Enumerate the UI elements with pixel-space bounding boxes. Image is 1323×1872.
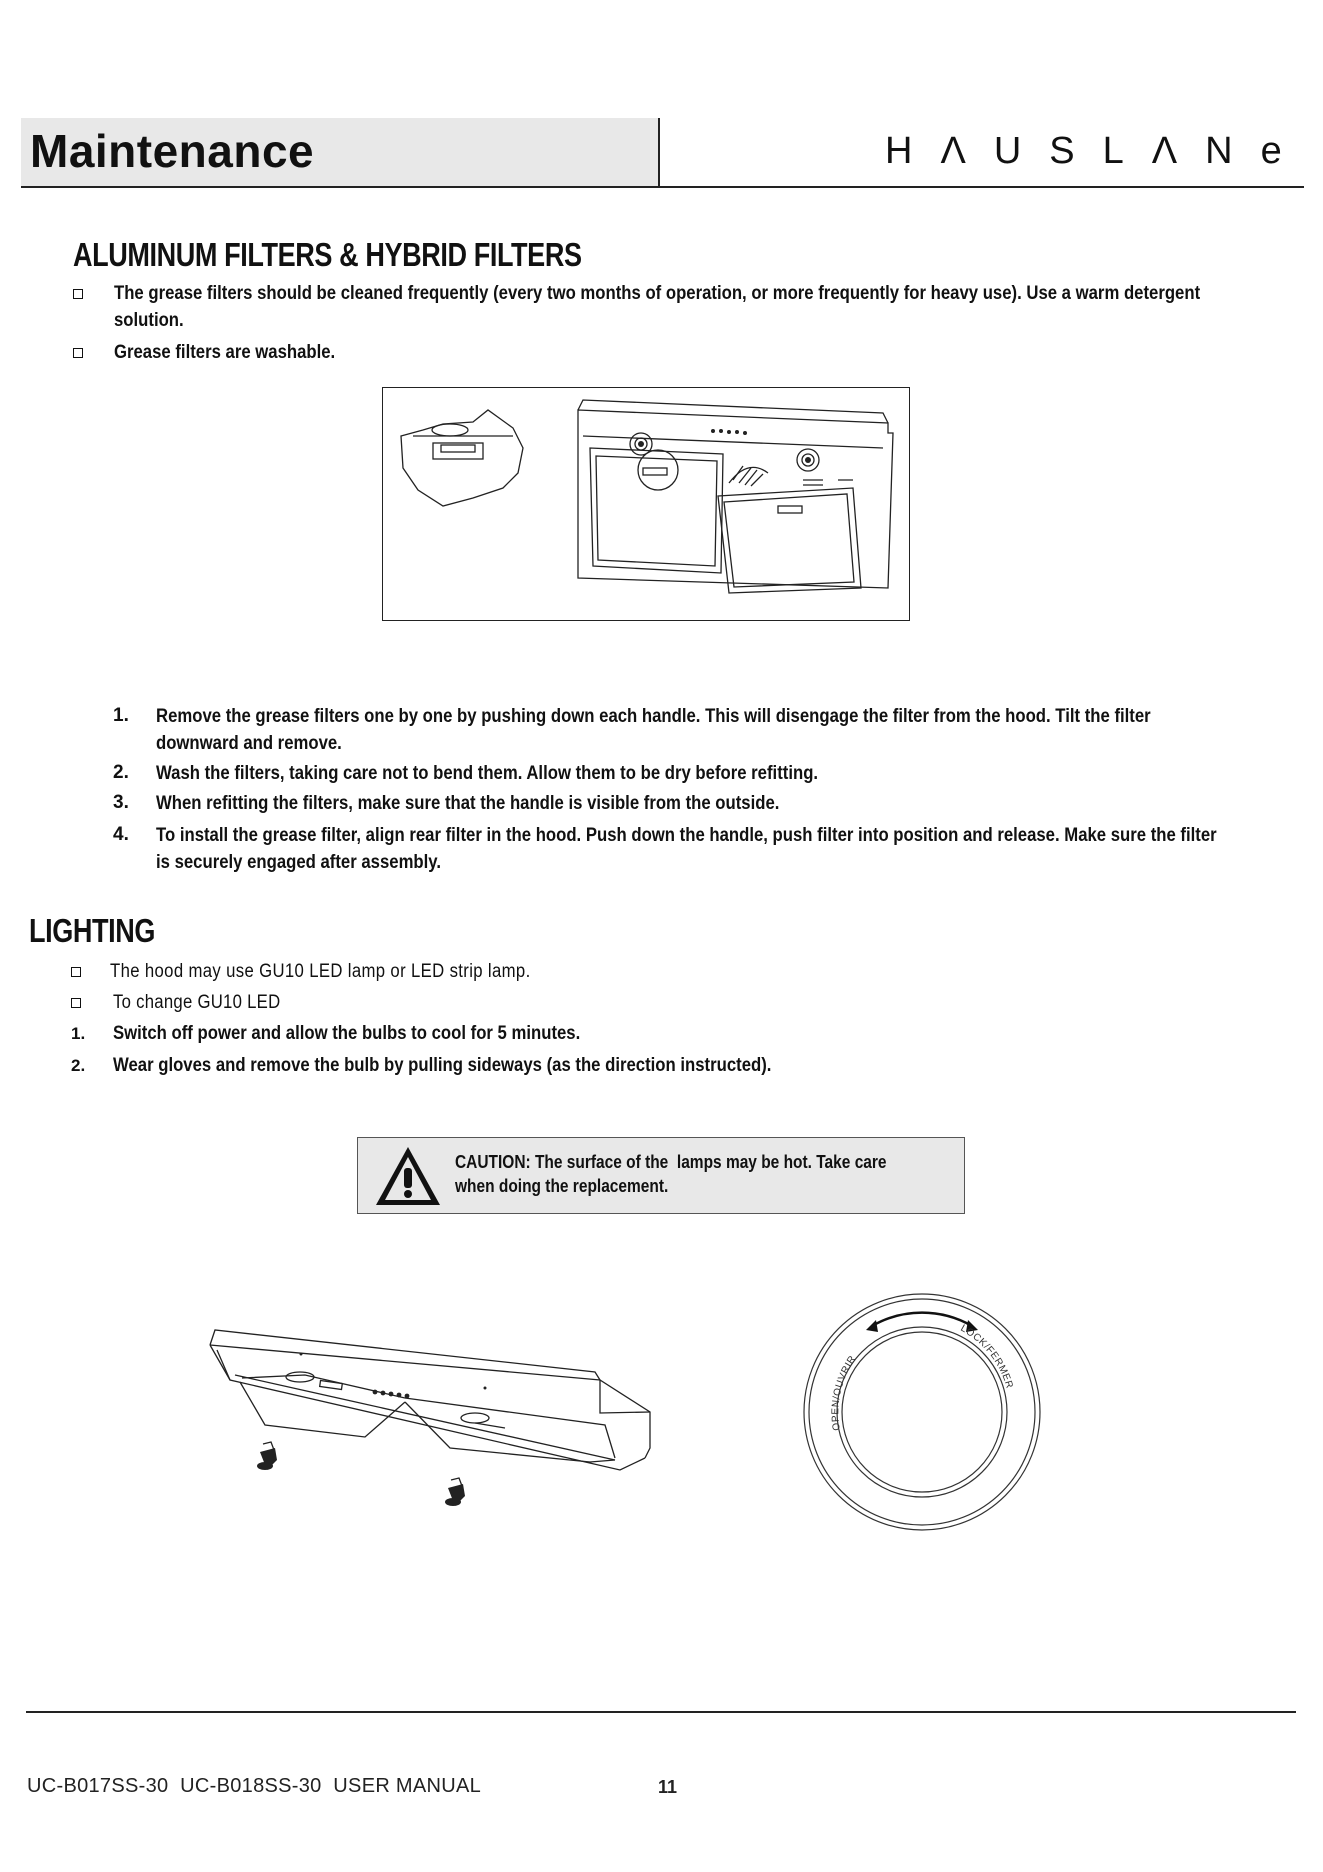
dial-open-label: OPEN/OUVRIR: [830, 1353, 859, 1432]
filter-removal-figure: [382, 387, 910, 621]
filters-bullet-2: Grease filters are washable.: [114, 342, 336, 363]
filters-heading: ALUMINUM FILTERS & HYBRID FILTERS: [73, 236, 582, 273]
lighting-step-1: Switch off power and allow the bulbs to cool for 5 minutes.: [113, 1023, 581, 1044]
filters-step-1: Remove the grease filters one by one by pushing down each handle. This will disengage the filter from the hood. Tilt the filter: [156, 706, 1151, 727]
caution-line-2: when doing the replacement.: [455, 1176, 669, 1196]
dial-lock-label: LOCK/FERMER: [958, 1322, 1015, 1391]
filters-step-2: Wash the filters, taking care not to bend them. Allow them to be dry before refitting.: [156, 763, 819, 784]
step-number: 4.: [113, 824, 129, 845]
bullet-icon: [71, 967, 81, 977]
lighting-bullet-2: To change GU10 LED: [113, 992, 281, 1013]
bulb-icon: [257, 1442, 277, 1470]
filters-step-4: To install the grease filter, align rear filter in the hood. Push down the handle, push filter into position and release. Make sure the filter: [156, 825, 1217, 846]
section-title: Maintenance: [30, 125, 315, 177]
range-hood-filter-illustration: [383, 388, 911, 622]
filters-bullet-1-cont: solution.: [114, 310, 184, 331]
bulb-icon: [445, 1478, 465, 1506]
lighting-step-2: Wear gloves and remove the bulb by pulling sideways (as the direction instructed).: [113, 1055, 772, 1076]
header-rule: [21, 186, 1304, 188]
hood-bulb-illustration: [205, 1320, 655, 1520]
bullet-icon: [73, 289, 83, 299]
footer-rule: [26, 1711, 1296, 1713]
caution-line-1: CAUTION: The surface of the lamps may be hot. Take care: [455, 1152, 887, 1172]
caution-text: [455, 1150, 885, 1198]
lamp-dial-illustration: [800, 1290, 1045, 1535]
filters-step-3: When refitting the filters, make sure that the handle is visible from the outside.: [156, 793, 780, 814]
bullet-icon: [71, 998, 81, 1008]
header-divider: [658, 118, 660, 188]
lighting-bullet-1: The hood may use GU10 LED lamp or LED strip lamp.: [110, 961, 531, 982]
step-number: 1.: [71, 1024, 86, 1043]
step-number: 2.: [71, 1056, 86, 1075]
filters-step-4-cont: is securely engaged after assembly.: [156, 852, 442, 873]
filters-bullet-1: The grease filters should be cleaned frequently (every two months of operation, or more frequently for heavy use). Use a warm detergent: [114, 283, 1201, 304]
filters-step-1-cont: downward and remove.: [156, 733, 342, 754]
lighting-heading: LIGHTING: [29, 912, 155, 949]
footer-model: UC-B017SS-30 UC-B018SS-30 USER MANUAL: [27, 1775, 482, 1797]
warning-icon: [373, 1144, 443, 1208]
brand-logo: HΛUSLΛNe: [885, 130, 1310, 172]
step-number: 3.: [113, 792, 129, 813]
page-number: 11: [658, 1777, 678, 1797]
step-number: 2.: [113, 762, 129, 783]
bullet-icon: [73, 348, 83, 358]
step-number: 1.: [113, 705, 129, 726]
